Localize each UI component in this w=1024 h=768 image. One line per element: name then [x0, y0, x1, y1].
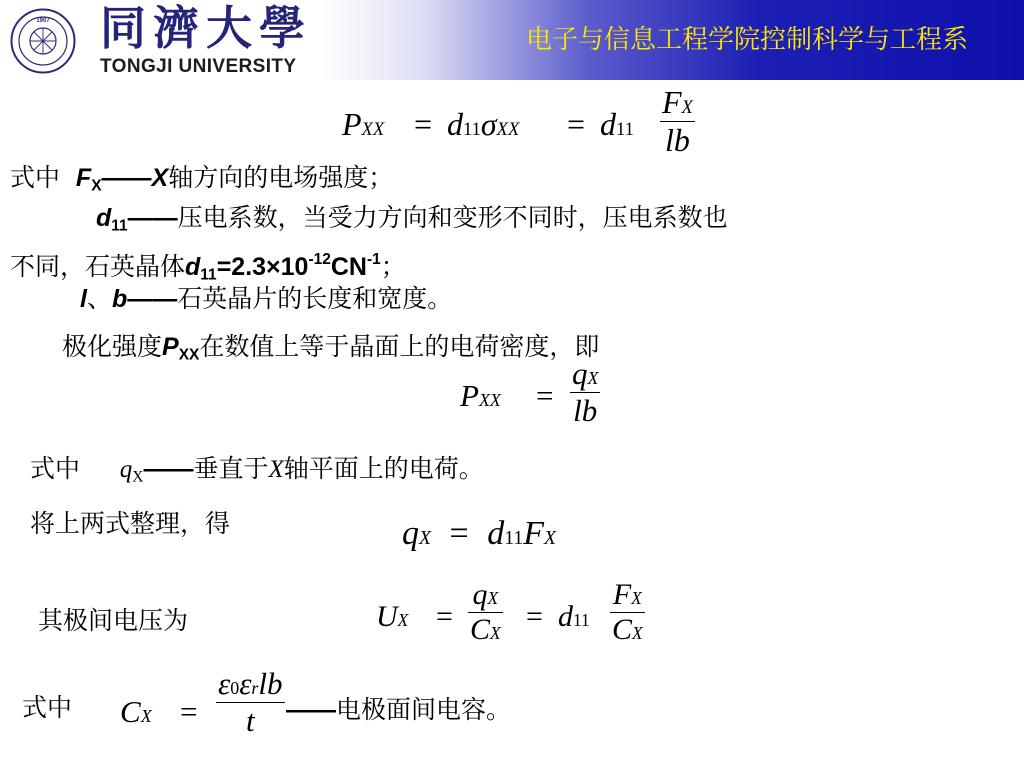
university-seal-icon	[10, 8, 76, 74]
capacitance-lead: 式中	[22, 693, 73, 722]
combine-statement: 将上两式整理，得	[30, 509, 231, 538]
department-title: 电子与信息工程学院控制科学与工程系	[525, 25, 968, 55]
fraction-permittivity-over-t: ε0εrlb t	[218, 666, 283, 738]
slide-header	[0, 0, 1024, 80]
qx-definition-line: 式中 $q_X——$垂直于X轴平面上的电荷。	[30, 454, 484, 486]
university-english-name: TONGJI UNIVERSITY	[100, 56, 297, 77]
fraction-qx-over-cx: $\frac{qX}{CX}$	[470, 578, 501, 646]
d11-definition-line: $d_{11}——$压电系数，当受力方向和变形不同时，压电系数也	[96, 203, 728, 235]
quartz-d11-value-line: 不同，石英晶体$d_{11}=2.3\times 10^{-12}CN^{-1}$；	[10, 251, 406, 284]
polarization-statement: 极化强度$P_{XX}$在数值上等于晶面上的电荷密度，即	[62, 332, 600, 364]
fraction-fx-over-cx: $\frac{FX}{CX}$	[612, 578, 643, 646]
university-chinese-name: 同濟大學	[100, 1, 312, 55]
capacitance-definition: ——电极面间电容。	[286, 695, 512, 724]
equation-charge-force: qX = d11FX	[402, 515, 557, 552]
seal-year: 1907	[36, 18, 50, 24]
fx-definition-line: 式中 $F_X——X$轴方向的电场强度；	[10, 163, 394, 195]
fraction-fx-over-lb: $\frac{FX}{lb}$	[662, 84, 693, 158]
lb-definition-line: l、b——石英晶片的长度和宽度。	[80, 284, 453, 313]
voltage-statement: 其极间电压为	[38, 606, 189, 635]
fraction-qx-over-lb: $\frac{qX}{lb}$	[572, 356, 599, 428]
logo-area	[0, 0, 322, 80]
